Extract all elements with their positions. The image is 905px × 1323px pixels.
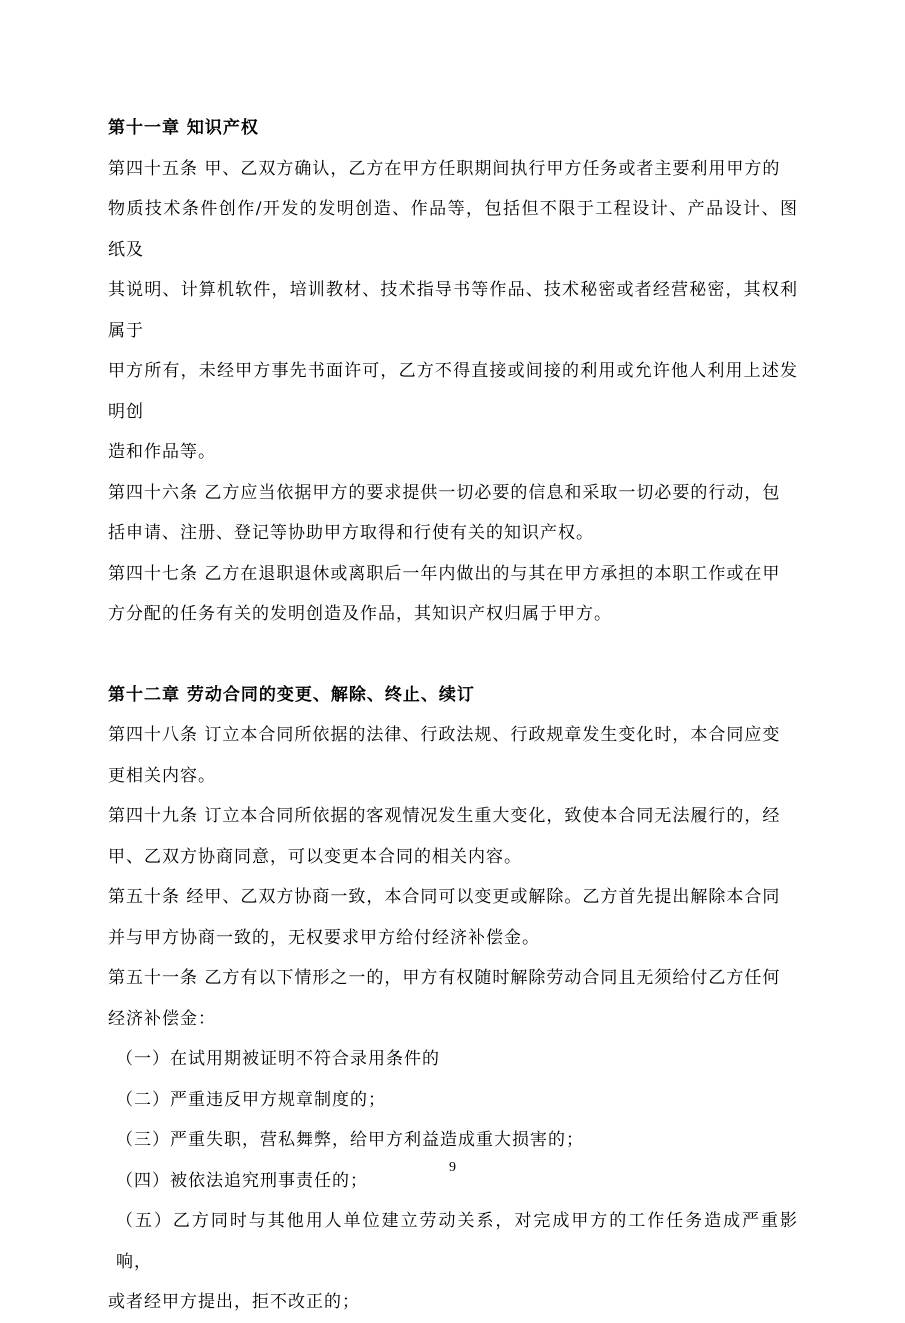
page-content xyxy=(108,108,798,1323)
article-46-line-2: 括申请、注册、登记等协助甲方取得和行使有关的知识产权。 xyxy=(108,523,594,543)
list-item: （二）严重违反甲方规章制度的； xyxy=(116,1089,386,1110)
article-50-line-2: 并与甲方协商一致的，无权要求甲方给付经济补偿金。 xyxy=(108,927,540,948)
article-45-line-3: 其说明、计算机软件，培训教材、技术指导书等作品、技术秘密或者经营秘密，其权利属于 xyxy=(108,280,798,341)
article-46-line-1: 第四十六条 乙方应当依据甲方的要求提供一切必要的信息和采取一切必要的行动，包 xyxy=(108,482,781,503)
list-item: （四）被依法追究刑事责任的； xyxy=(116,1170,368,1191)
article-45-line-4: 甲方所有，未经甲方事先书面许可，乙方不得直接或间接的利用或允许他人利用上述发明创 xyxy=(108,361,798,422)
article-47-line-1: 第四十七条 乙方在退职退休或离职后一年内做出的与其在甲方承担的本职工作或在甲 xyxy=(108,563,781,584)
article-51-line-2: 经济补偿金： xyxy=(108,1008,216,1029)
list-item: （三）严重失职，营私舞弊，给甲方利益造成重大损害的； xyxy=(116,1130,584,1150)
article-45-line-1: 第四十五条 甲、乙双方确认，乙方在甲方任职期间执行甲方任务或者主要利用甲方的 xyxy=(108,158,781,179)
list-item: （一）在试用期被证明不符合录用条件的 xyxy=(116,1049,440,1069)
article-48-line-1: 第四十八条 订立本合同所依据的法律、行政法规、行政规章发生变化时，本合同应变 xyxy=(108,725,781,745)
section-gap xyxy=(108,635,798,675)
chapter-12-heading: 第十二章 劳动合同的变更、解除、终止、续订 xyxy=(108,684,475,705)
article-50-line-1: 第五十条 经甲、乙双方协商一致，本合同可以变更或解除。乙方首先提出解除本合同 xyxy=(108,887,781,907)
list-item-continuation: 或者经甲方提出，拒不改正的； xyxy=(108,1292,360,1312)
article-45-line-5: 造和作品等。 xyxy=(108,442,216,462)
article-47-line-2: 方分配的任务有关的发明创造及作品，其知识产权归属于甲方。 xyxy=(108,604,612,624)
article-51-line-1: 第五十一条 乙方有以下情形之一的，甲方有权随时解除劳动合同且无须给付乙方任何 xyxy=(108,968,781,988)
chapter-11-heading: 第十一章 知识产权 xyxy=(108,118,259,138)
list-item: （五）乙方同时与其他用人单位建立劳动关系，对完成甲方的工作任务造成严重影响， xyxy=(116,1211,798,1272)
article-48-line-2: 更相关内容。 xyxy=(108,765,216,786)
article-49-line-1: 第四十九条 订立本合同所依据的客观情况发生重大变化，致使本合同无法履行的，经 xyxy=(108,806,781,826)
article-45-line-2: 物质技术条件创作/开发的发明创造、作品等，包括但不限于工程设计、产品设计、图纸及 xyxy=(108,199,798,260)
article-49-line-2: 甲、乙双方协商同意，可以变更本合同的相关内容。 xyxy=(108,846,522,867)
page-number: 9 xyxy=(449,1160,456,1175)
